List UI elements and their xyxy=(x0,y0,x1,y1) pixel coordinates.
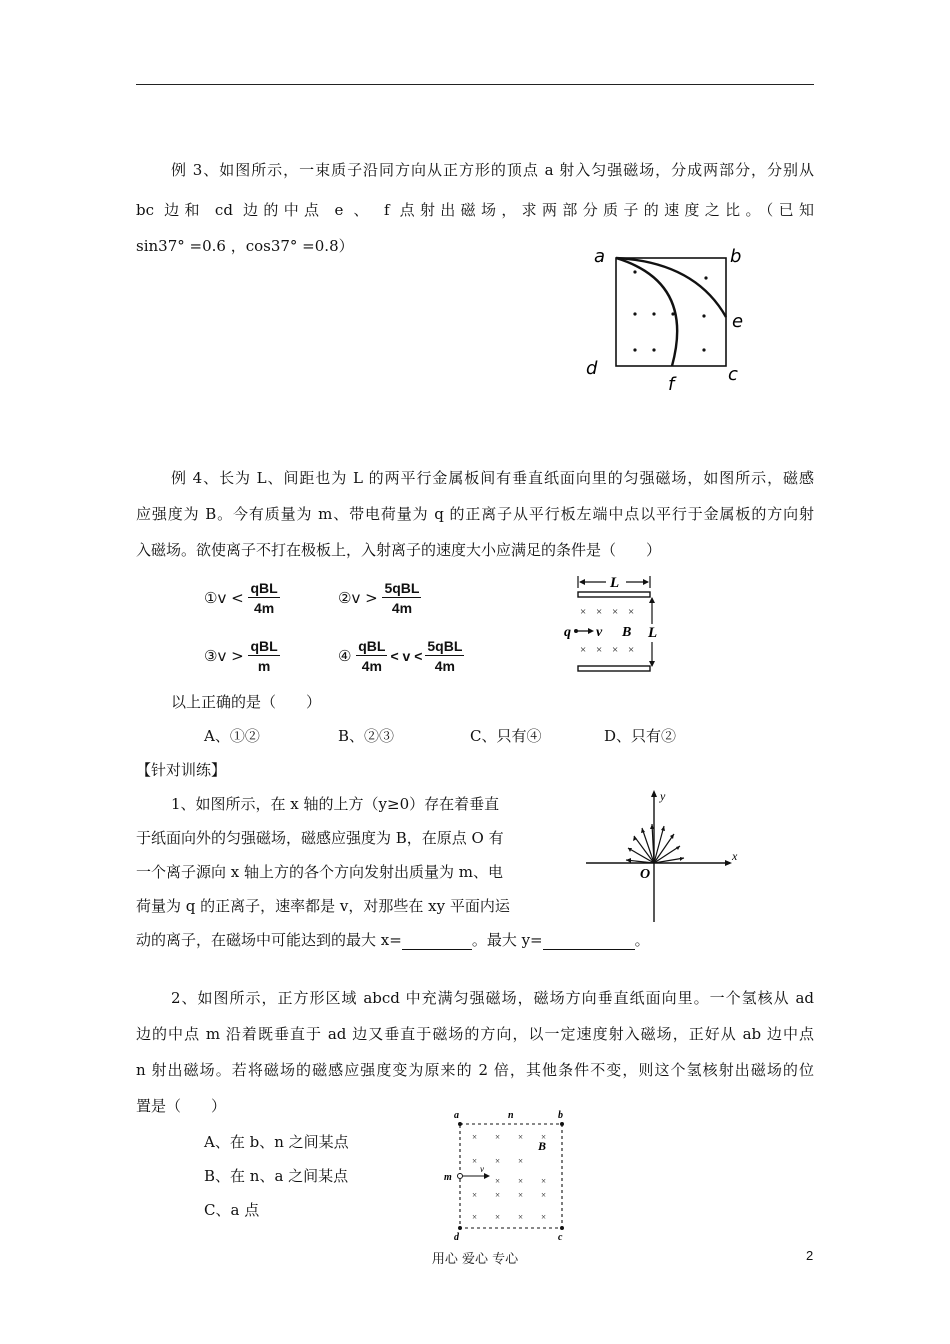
ex4-option-3: ③v > $\frac{\text{qBL}}{m}$ xyxy=(204,638,278,674)
label-n: n xyxy=(508,1110,514,1121)
label-m: m xyxy=(444,1172,452,1183)
p2-line-2: 边的中点 m 沿着既垂直于 ad 边又垂直于磁场的方向，以一定速度射入磁场，正好从 ab 边中点 xyxy=(136,1025,814,1043)
header-rule xyxy=(136,84,814,85)
practice-heading: 【针对训练】 xyxy=(136,761,227,779)
svg-text:×: × xyxy=(628,606,635,618)
svg-text:×: × xyxy=(472,1132,478,1142)
field-crosses xyxy=(472,1132,546,1222)
page-number: 2 xyxy=(806,1248,814,1263)
ex4-plates-figure xyxy=(560,572,670,676)
ex3-square-figure xyxy=(580,240,760,400)
p2-line-4: 置是（ ） xyxy=(136,1097,227,1115)
velocity-arrows xyxy=(626,824,684,863)
p1-line-4: 荷量为 q 的正离子，速率都是 v，对那些在 xy 平面内运 xyxy=(136,897,510,915)
label-d: d xyxy=(454,1232,459,1243)
svg-text:×: × xyxy=(541,1132,547,1142)
p1-line-5: 动的离子，在磁场中可能达到的最大 x= 。最大 y= 。 xyxy=(136,931,650,949)
label-O: O xyxy=(640,867,651,882)
svg-text:×: × xyxy=(518,1156,524,1166)
label-y: y xyxy=(660,789,666,803)
label-d: d xyxy=(586,358,598,379)
label-c: c xyxy=(558,1232,563,1243)
label-B: B xyxy=(538,1139,547,1153)
ex4-choice-b: B、②③ xyxy=(338,727,395,745)
svg-text:×: × xyxy=(580,644,587,656)
square-boundary xyxy=(616,258,726,366)
svg-text:×: × xyxy=(628,644,635,656)
label-v: v xyxy=(596,625,603,640)
svg-text:×: × xyxy=(580,606,587,618)
ex4-line-1: 例 4、长为 L、间距也为 L 的两平行金属板间有垂直纸面向里的匀强磁场，如图所示，磁感 xyxy=(171,469,814,487)
label-e: e xyxy=(732,311,744,332)
p1-line-3: 一个离子源向 x 轴上方的各个方向发射出质量为 m、电 xyxy=(136,863,503,881)
svg-text:×: × xyxy=(495,1190,501,1200)
label-a: a xyxy=(594,246,606,267)
bottom-plate xyxy=(578,666,650,671)
svg-text:×: × xyxy=(472,1190,478,1200)
ex3-line-1: 例 3、如图所示，一束质子沿同方向从正方形的顶点 a 射入匀强磁场，分成两部分，分别从 xyxy=(171,161,814,179)
p2-choice-b: B、在 n、a 之间某点 xyxy=(204,1167,349,1185)
svg-text:×: × xyxy=(495,1176,501,1186)
p1-axes-figure xyxy=(580,784,750,924)
ex3-line-2: bc 边和 cd 边的中点 e 、 f 点射出磁场，求两部分质子的速度之比。（已知 xyxy=(136,201,814,219)
trajectory-to-e xyxy=(616,258,726,317)
ex4-option-1: ①v < $\frac{\text{qBL}}{4m}$ xyxy=(204,580,278,616)
label-f: f xyxy=(668,374,675,395)
label-B: B xyxy=(622,625,632,640)
top-plate xyxy=(578,592,650,597)
ex4-line-3: 入磁场。欲使离子不打在极板上，入射离子的速度大小应满足的条件是（ ） xyxy=(136,541,662,559)
label-x: x xyxy=(732,849,738,863)
p1-line-2: 于纸面向外的匀强磁场，磁感应强度为 B，在原点 O 有 xyxy=(136,829,504,847)
p2-choice-c: C、a 点 xyxy=(204,1201,260,1219)
svg-text:×: × xyxy=(518,1190,524,1200)
svg-text:×: × xyxy=(495,1156,501,1166)
footer-text: 用心 爱心 专心 xyxy=(431,1252,519,1267)
ex3-line-3: sin37° =0.6 ，cos37° =0.8） xyxy=(136,237,354,255)
svg-text:×: × xyxy=(472,1212,478,1222)
svg-text:×: × xyxy=(495,1132,501,1142)
label-L-side: L xyxy=(648,625,658,641)
label-b: b xyxy=(558,1110,563,1121)
label-c: c xyxy=(728,364,738,385)
ex4-choice-a: A、①② xyxy=(204,727,260,745)
label-v: v xyxy=(480,1164,484,1174)
p1-line-1: 1、如图所示，在 x 轴的上方（y≥0）存在着垂直 xyxy=(171,795,500,813)
svg-text:×: × xyxy=(612,606,619,618)
p2-line-1: 2、如图所示，正方形区域 abcd 中充满匀强磁场，磁场方向垂直纸面向里。一个氢核从 ad xyxy=(171,989,814,1007)
answer-blank-y[interactable] xyxy=(543,931,635,950)
svg-text:×: × xyxy=(541,1176,547,1186)
ex4-question: 以上正确的是（ ） xyxy=(171,693,322,711)
answer-blank-x[interactable] xyxy=(402,931,472,950)
ex4-choice-c: C、只有④ xyxy=(470,727,542,745)
svg-text:×: × xyxy=(612,644,619,656)
svg-text:×: × xyxy=(541,1190,547,1200)
ex4-option-4: ④ $\frac{\text{qBL}}{4m}$ < v < $\frac{\text{5qBL}}{4m}$ xyxy=(338,638,463,674)
label-q: q xyxy=(564,625,571,640)
trajectory-to-f xyxy=(616,258,677,366)
svg-text:×: × xyxy=(596,644,603,656)
svg-text:×: × xyxy=(596,606,603,618)
ex4-option-2: ②v > $\frac{\text{5qBL}}{4m}$ xyxy=(338,580,420,616)
svg-text:×: × xyxy=(472,1156,478,1166)
label-L-top: L xyxy=(610,575,620,591)
svg-text:×: × xyxy=(495,1212,501,1222)
label-a: a xyxy=(454,1110,459,1121)
ex4-line-2: 应强度为 B。今有质量为 m、带电荷量为 q 的正离子从平行板左端中点以平行于金属板的方向射 xyxy=(136,505,814,523)
ex4-choice-d: D、只有② xyxy=(604,727,677,745)
p2-choice-a: A、在 b、n 之间某点 xyxy=(204,1133,349,1151)
svg-text:×: × xyxy=(518,1212,524,1222)
svg-text:×: × xyxy=(518,1176,524,1186)
p2-square-figure xyxy=(438,1106,578,1246)
svg-text:×: × xyxy=(541,1212,547,1222)
p2-line-3: n 射出磁场。若将磁场的磁感应强度变为原来的 2 倍，其他条件不变，则这个氢核射出磁场的位 xyxy=(136,1061,814,1079)
svg-text:×: × xyxy=(518,1132,524,1142)
label-b: b xyxy=(730,246,742,267)
